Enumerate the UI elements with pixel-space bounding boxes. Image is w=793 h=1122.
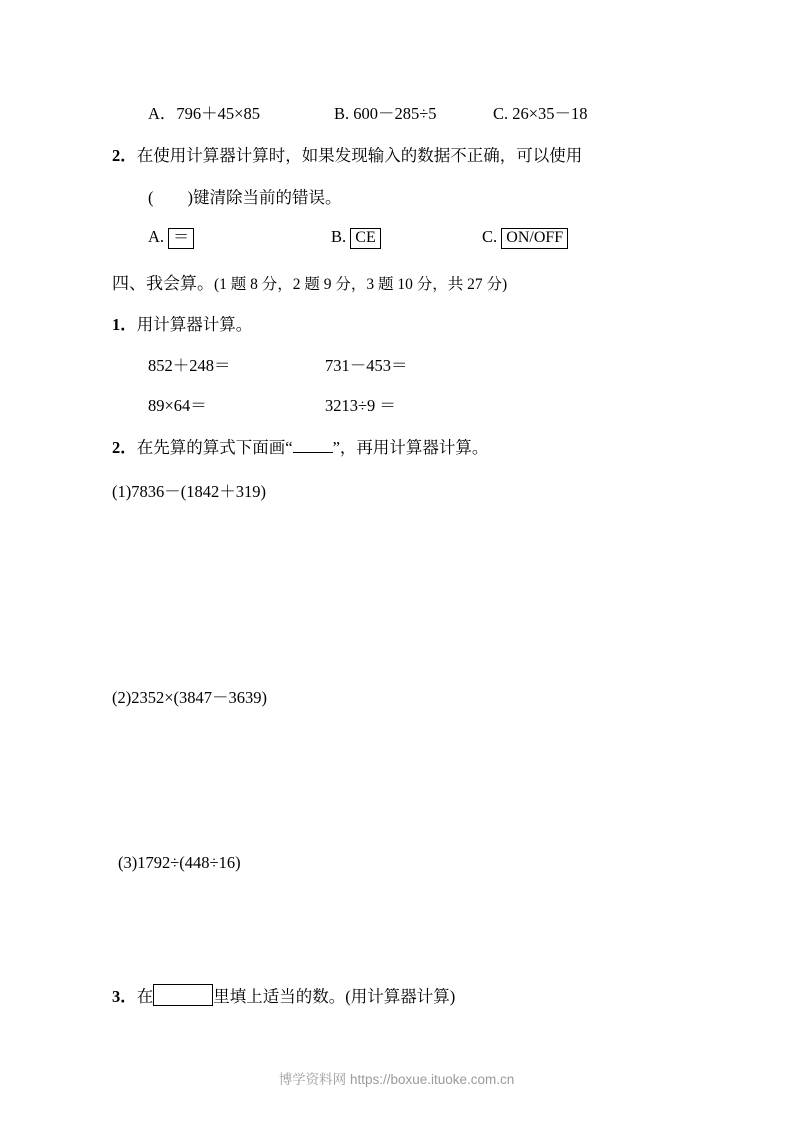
- s4q2-text-pre: 在先算的算式下面画“: [136, 438, 293, 457]
- s4q2-item-2-text: (2)2352×(3847－3639): [112, 688, 268, 707]
- s4q1-line: [112, 317, 252, 334]
- s4q1-row2-right: [325, 398, 396, 415]
- q1-choice-c-text: C. 26×35－18: [493, 104, 588, 123]
- s4q1-row1-left: [148, 358, 231, 375]
- footer-watermark: [0, 1068, 793, 1088]
- q2-number: 2．: [112, 146, 137, 165]
- s4q3-text-pre: 在: [136, 987, 154, 1006]
- s4q1-expr-3: 89×64＝: [148, 396, 207, 415]
- s4q2-item-1: [112, 484, 266, 501]
- s4q1-number: 1．: [112, 315, 137, 334]
- s4q1-expr-2: 731－453＝: [325, 356, 408, 375]
- s4q2-item-3-text: (3)1792÷(448÷16): [118, 853, 241, 872]
- answer-box[interactable]: [153, 984, 213, 1006]
- footer-url: https://boxue.ituoke.com.cn: [349, 1072, 515, 1087]
- q1-choice-a: [148, 106, 260, 123]
- s4q1-text: 用计算器计算。: [136, 315, 253, 334]
- q2-text-line2: )键清除当前的错误。: [187, 188, 342, 207]
- section-4-heading: [112, 275, 507, 293]
- s4q2-item-2: [112, 690, 267, 707]
- q1-choice-a-text: A．796＋45×85: [148, 104, 260, 123]
- ce-key-icon: CE: [350, 228, 380, 249]
- q2-choice-a-label: A.: [148, 227, 165, 246]
- section-4-points: (1 题 8 分，2 题 9 分，3 题 10 分，共 27 分): [214, 276, 508, 293]
- q1-choice-b: [334, 106, 437, 123]
- s4q1-row1-right: [325, 358, 408, 375]
- q2-choice-c-label: C.: [482, 227, 498, 246]
- q2-choice-a: [148, 228, 194, 249]
- q2-choice-b: [331, 228, 381, 249]
- q1-choice-b-text: B. 600－285÷5: [334, 104, 437, 123]
- s4q3-number: 3．: [112, 987, 137, 1006]
- s4q2-text-post: ”，再用计算器计算。: [332, 438, 489, 457]
- q2-paren-open: (: [148, 188, 154, 207]
- s4q3-line: [112, 984, 455, 1006]
- q2-line1: [112, 148, 582, 165]
- onoff-key-icon: ON/OFF: [501, 228, 568, 249]
- s4q2-line: [112, 440, 488, 457]
- q2-choice-b-label: B.: [331, 227, 347, 246]
- s4q1-expr-4: 3213÷9 ＝: [325, 396, 396, 415]
- q2-choice-c: [482, 228, 568, 249]
- blank-underline: [293, 440, 333, 453]
- equals-key-icon: ＝: [168, 228, 194, 249]
- s4q1-expr-1: 852＋248＝: [148, 356, 231, 375]
- footer-brand: 博学资料网: [278, 1072, 347, 1087]
- s4q1-row2-left: [148, 398, 207, 415]
- section-4-title: 四、我会算。: [112, 274, 214, 293]
- s4q2-number: 2．: [112, 438, 137, 457]
- s4q3-text-post: 里填上适当的数。(用计算器计算): [213, 987, 456, 1006]
- q1-choice-c: [493, 106, 588, 123]
- q2-line2: [148, 190, 342, 207]
- q2-text-line1: 在使用计算器计算时，如果发现输入的数据不正确，可以使用: [136, 146, 583, 165]
- s4q2-item-3: [118, 855, 241, 872]
- s4q2-item-1-text: (1)7836－(1842＋319): [112, 482, 266, 501]
